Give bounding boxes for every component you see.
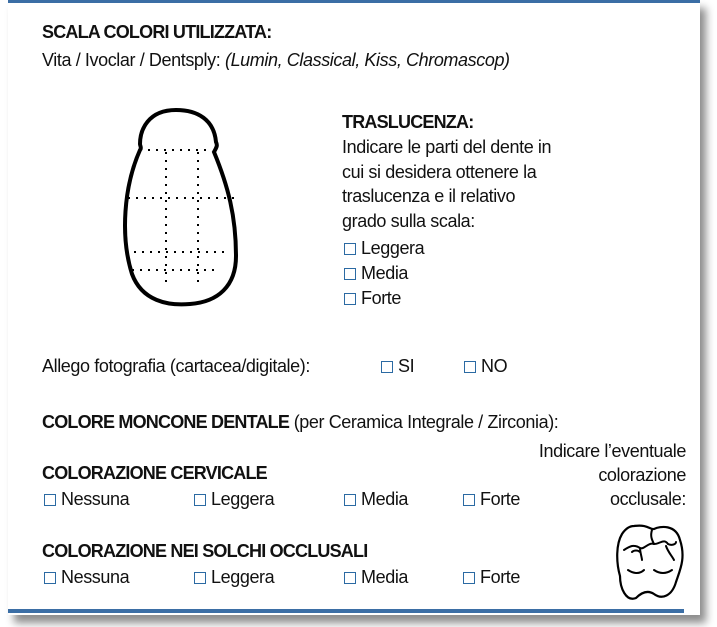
- option-label: Forte: [480, 567, 521, 587]
- cervicale-title: COLORAZIONE CERVICALE: [42, 463, 267, 483]
- cervicale-option-forte[interactable]: [463, 488, 520, 510]
- occlusale-note-2: colorazione: [598, 465, 686, 485]
- foto-option-no[interactable]: [464, 355, 507, 377]
- option-label: Leggera: [361, 238, 425, 258]
- solchi-title: COLORAZIONE NEI SOLCHI OCCLUSALI: [42, 541, 368, 561]
- foto-label: Allego fotografia (cartacea/digitale):: [42, 356, 310, 376]
- checkbox[interactable]: [344, 494, 356, 506]
- scala-title: SCALA COLORI UTILIZZATA:: [42, 22, 272, 42]
- solchi-option-forte[interactable]: [463, 566, 520, 588]
- solchi-option-media[interactable]: [344, 566, 408, 588]
- checkbox[interactable]: [44, 572, 56, 584]
- bottom-divider: [8, 609, 684, 613]
- checkbox[interactable]: [194, 494, 206, 506]
- option-label: Media: [361, 567, 409, 587]
- solchi-option-leggera[interactable]: [194, 566, 274, 588]
- cervicale-option-leggera[interactable]: [194, 488, 274, 510]
- checkbox[interactable]: [463, 572, 475, 584]
- option-label: NO: [481, 356, 508, 376]
- molar-occlusal-icon[interactable]: [614, 522, 686, 602]
- checkbox[interactable]: [464, 361, 476, 373]
- traslucenza-option-media[interactable]: [344, 262, 408, 284]
- option-label: Media: [361, 489, 409, 509]
- checkbox[interactable]: [344, 243, 356, 255]
- tooth-front-diagram[interactable]: [118, 106, 242, 310]
- traslucenza-text-2: cui si desidera ottenere la: [342, 162, 537, 182]
- traslucenza-option-forte[interactable]: [344, 287, 401, 309]
- occlusale-note-3: occlusale:: [609, 489, 686, 509]
- moncone-title: COLORE MONCONE DENTALE: [42, 412, 290, 432]
- cervicale-option-media[interactable]: [344, 488, 408, 510]
- traslucenza-option-leggera[interactable]: [344, 237, 424, 259]
- checkbox[interactable]: [194, 572, 206, 584]
- scala-systems: (Lumin, Classical, Kiss, Chromascop): [224, 50, 510, 70]
- traslucenza-text-1: Indicare le parti del dente in: [342, 137, 552, 157]
- solchi-option-nessuna[interactable]: [44, 566, 129, 588]
- option-label: Nessuna: [61, 567, 130, 587]
- option-label: SI: [398, 356, 415, 376]
- checkbox[interactable]: [344, 293, 356, 305]
- traslucenza-text-4: grado sulla scala:: [342, 211, 475, 231]
- option-label: Leggera: [211, 567, 275, 587]
- cervicale-option-nessuna[interactable]: [44, 488, 129, 510]
- moncone-heading: [42, 411, 558, 433]
- checkbox[interactable]: [344, 572, 356, 584]
- checkbox[interactable]: [463, 494, 475, 506]
- moncone-note: (per Ceramica Integrale / Zirconia):: [293, 412, 559, 432]
- option-label: Forte: [361, 288, 402, 308]
- checkbox[interactable]: [44, 494, 56, 506]
- option-label: Media: [361, 263, 409, 283]
- traslucenza-title: TRASLUCENZA:: [342, 112, 474, 132]
- occlusale-note-1: Indicare l’eventuale: [538, 441, 686, 461]
- scala-brands: Vita / Ivoclar / Dentsply:: [42, 50, 221, 70]
- checkbox[interactable]: [381, 361, 393, 373]
- option-label: Forte: [480, 489, 521, 509]
- foto-option-si[interactable]: [381, 355, 414, 377]
- checkbox[interactable]: [344, 268, 356, 280]
- scala-line: [42, 49, 510, 71]
- option-label: Leggera: [211, 489, 275, 509]
- option-label: Nessuna: [61, 489, 130, 509]
- traslucenza-text-3: traslucenza e il relativo: [342, 186, 516, 206]
